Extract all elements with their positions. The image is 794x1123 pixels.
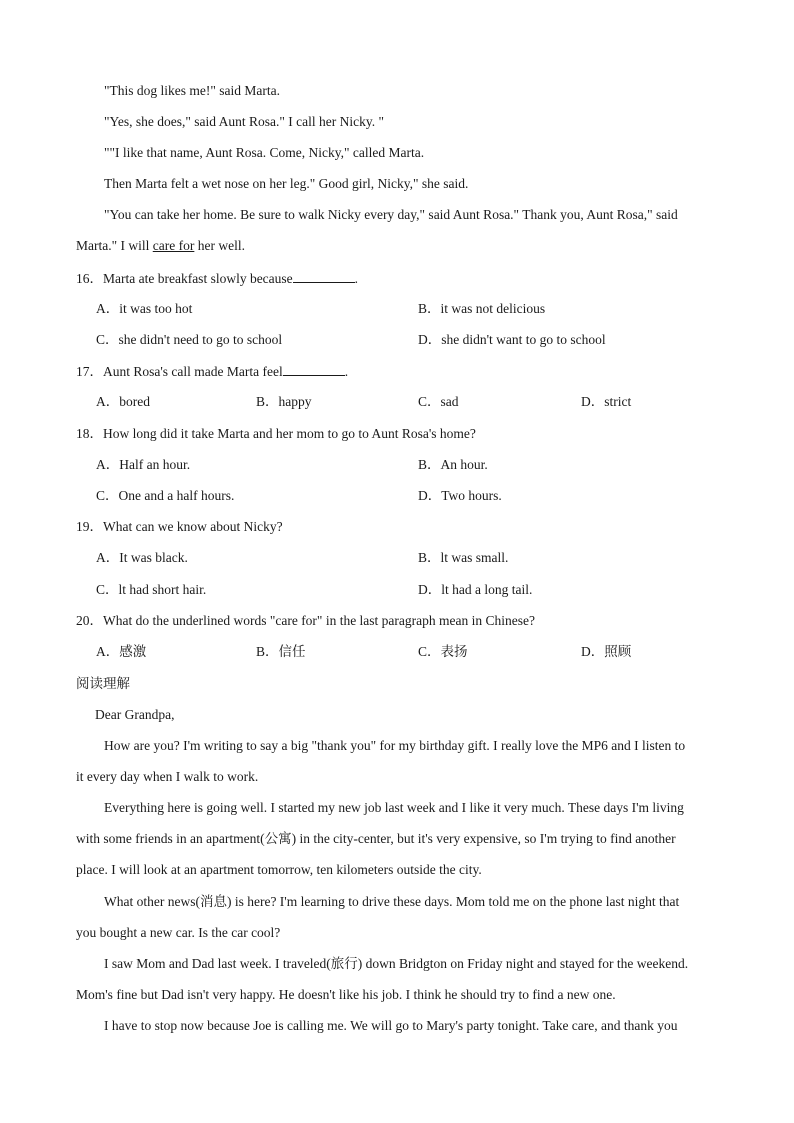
option-d[interactable]: D．照顾 [581,644,632,659]
option-c[interactable]: C．表扬 [418,644,468,659]
option-d[interactable]: D．she didn't want to go to school [418,332,606,347]
option-c[interactable]: C．One and a half hours. [96,488,235,503]
story-paragraph: "Yes, she does," said Aunt Rosa." I call her Nicky. " [104,114,385,129]
story-paragraph: "This dog likes me!" said Marta. [104,83,280,98]
question-18: 18．How long did it take Marta and her mom to go to Aunt Rosa's home? [76,426,476,441]
option-d[interactable]: D．lt had a long tail. [418,582,533,597]
letter-paragraph-continuation: with some friends in an apartment(公寓) in the city-center, but it's very expensive, so I'm trying to find another [76,831,676,846]
letter-paragraph-continuation: it every day when I walk to work. [76,769,259,784]
letter-greeting: Dear Grandpa, [95,707,175,722]
letter-paragraph: Everything here is going well. I started my new job last week and I like it very much. These days I'm living [104,800,684,815]
letter-paragraph-continuation: place. I will look at an apartment tomorrow, ten kilometers outside the city. [76,862,482,877]
letter-paragraph-continuation: you bought a new car. Is the car cool? [76,925,281,940]
answer-blank [293,270,355,283]
question-17: 17．Aunt Rosa's call made Marta feel . [76,364,349,379]
option-a[interactable]: A．it was too hot [96,301,193,316]
option-b[interactable]: B．信任 [256,644,306,659]
letter-paragraph: I have to stop now because Joe is calling me. We will go to Mary's party tonight. Take care, and thank you [104,1018,678,1033]
underlined-phrase: care for [152,238,195,253]
question-19: 19．What can we know about Nicky? [76,519,283,534]
question-16: 16．Marta ate breakfast slowly because . [76,271,359,286]
answer-blank [283,363,345,376]
option-a[interactable]: A．感激 [96,644,147,659]
story-paragraph: Then Marta felt a wet nose on her leg." Good girl, Nicky," she said. [104,176,469,191]
section-title: 阅读理解 [76,676,130,692]
option-c[interactable]: C．lt had short hair. [96,582,207,597]
option-a[interactable]: A．It was black. [96,550,188,565]
option-c[interactable]: C．she didn't need to go to school [96,332,283,347]
letter-paragraph: What other news(消息) is here? I'm learning to drive these days. Mom told me on the phone last night that [104,894,680,909]
option-c[interactable]: C．sad [418,394,459,409]
letter-paragraph-continuation: Mom's fine but Dad isn't very happy. He doesn't like his job. I think he should try to find a new one. [76,987,616,1002]
story-paragraph: "You can take her home. Be sure to walk Nicky every day," said Aunt Rosa." Thank you, Aunt Rosa," said [104,207,678,222]
option-d[interactable]: D．Two hours. [418,488,502,503]
option-b[interactable]: B．lt was small. [418,550,509,565]
letter-paragraph: I saw Mom and Dad last week. I traveled(旅行) down Bridgton on Friday night and stayed for the weekend. [104,956,689,971]
letter-paragraph: How are you? I'm writing to say a big "thank you" for my birthday gift. I really love the MP6 and I listen to [104,738,686,753]
option-d[interactable]: D．strict [581,394,632,409]
story-paragraph: ""I like that name, Aunt Rosa. Come, Nicky," called Marta. [104,145,425,160]
option-b[interactable]: B．happy [256,394,312,409]
option-a[interactable]: A．bored [96,394,150,409]
option-b[interactable]: B．it was not delicious [418,301,546,316]
story-paragraph-continuation: Marta." I will care for her well. [76,238,245,253]
option-b[interactable]: B．An hour. [418,457,488,472]
option-a[interactable]: A．Half an hour. [96,457,191,472]
question-20: 20．What do the underlined words "care for" in the last paragraph mean in Chinese? [76,613,535,628]
